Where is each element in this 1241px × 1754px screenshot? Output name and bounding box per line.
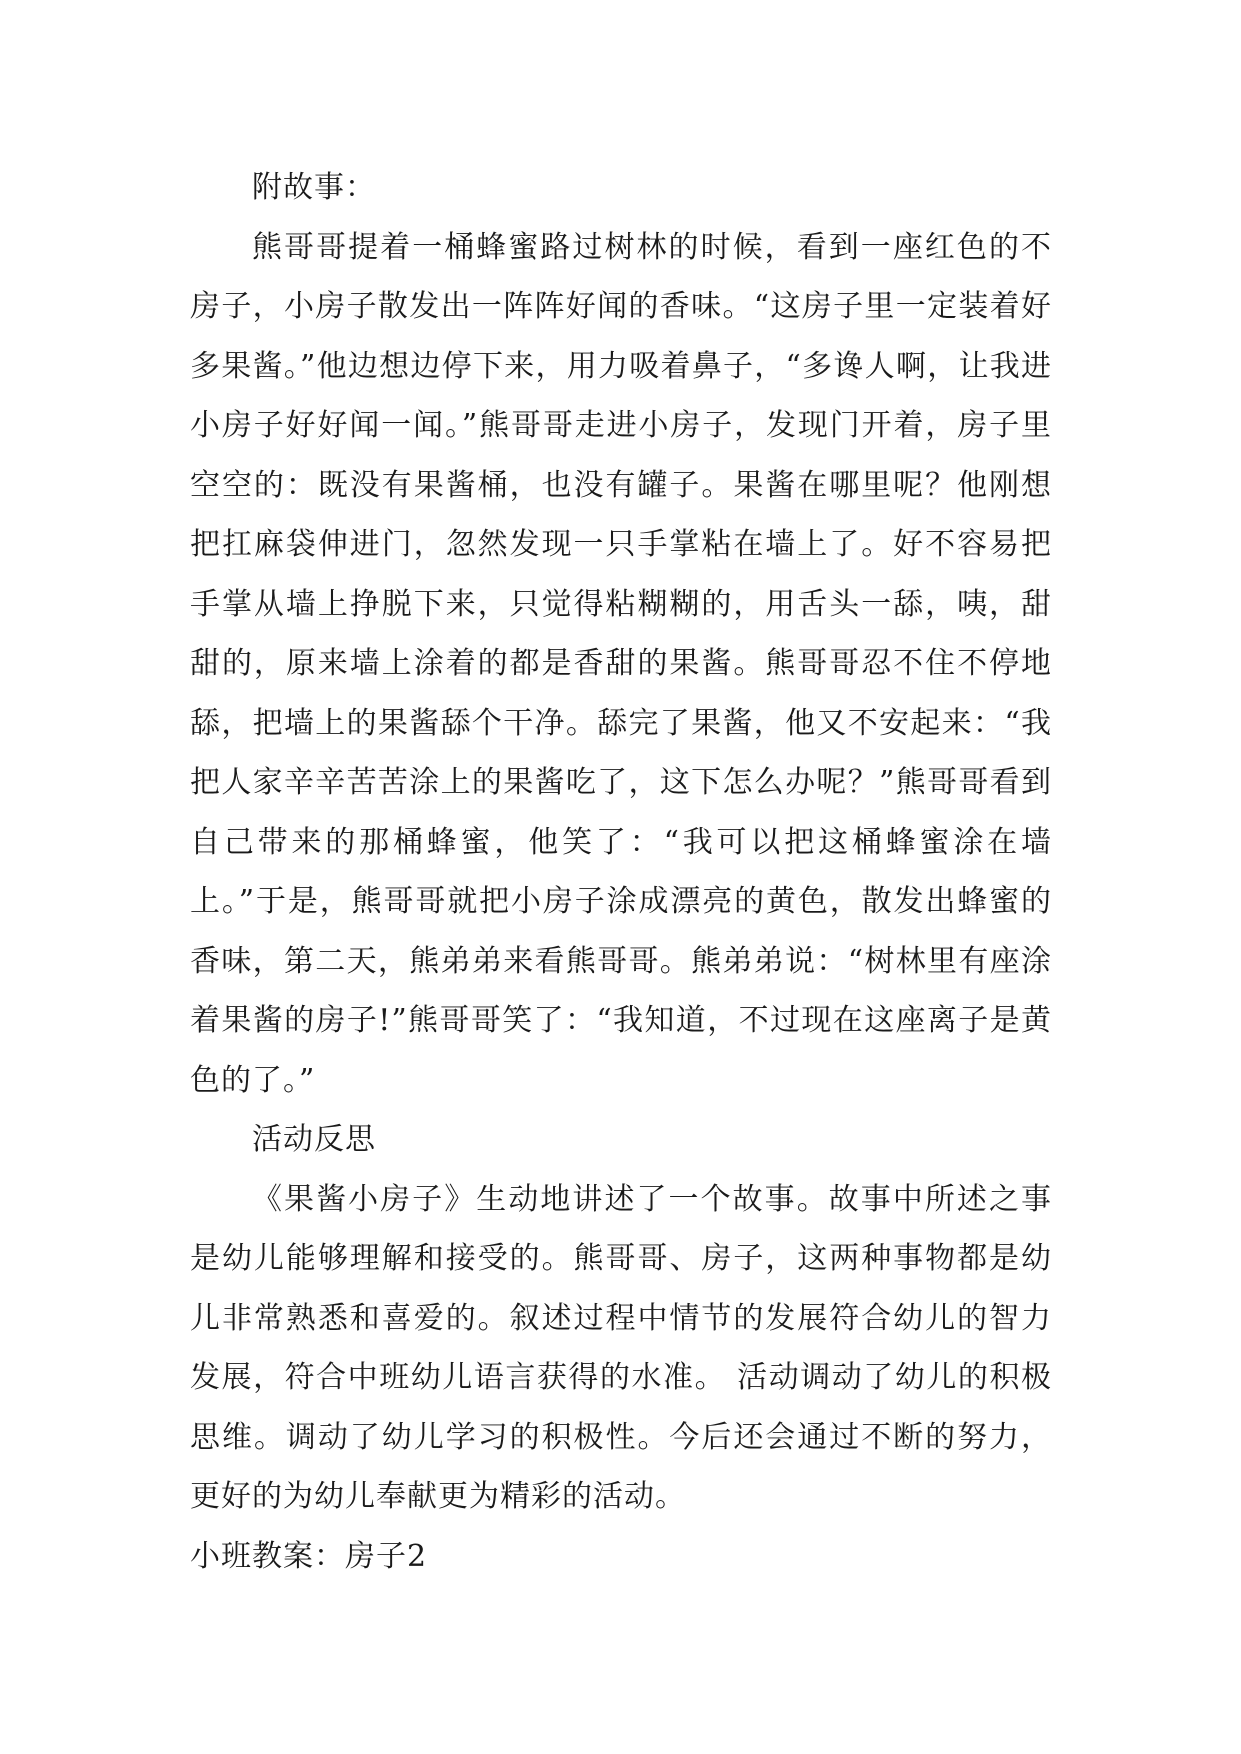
- next-section-title: 小班教案：房子2: [190, 1538, 428, 1574]
- reflection-body: 《果酱小房子》生动地讲述了一个故事。故事中所述之事是幼儿能够理解和接受的。熊哥哥、房子，这两种事物都是幼儿非常熟悉和喜爱的。叙述过程中情节的发展符合幼儿的智力发展，符合中班幼儿语言获得的水准。 活动调动了幼儿的积极思维。调动了幼儿学习的积极性。今后还会通过不断的努力，更好的为幼儿奉献更为精彩的活动。: [190, 1181, 1052, 1514]
- reflection-heading: 活动反思: [252, 1122, 376, 1157]
- story-heading: 附故事：: [252, 170, 376, 205]
- story-body: 熊哥哥提着一桶蜂蜜路过树林的时候，看到一座红色的不房子，小房子散发出一阵阵好闻的香味。“这房子里一定装着好多果酱。”他边想边停下来，用力吸着鼻子，“多谗人啊，让我进小房子好好闻一闻。”熊哥哥走进小房子，发现门开着，房子里空空的：既没有果酱桶，也没有罐子。果酱在哪里呢？他刚想把扛麻袋伸进门，忽然发现一只手掌粘在墙上了。好不容易把手掌从墙上挣脱下来，只觉得粘糊糊的，用舌头一舔，咦，甜甜的，原来墙上涂着的都是香甜的果酱。熊哥哥忍不住不停地舔，把墙上的果酱舔个干净。舔完了果酱，他又不安起来：“我把人家辛辛苦苦涂上的果酱吃了，这下怎么办呢？”熊哥哥看到自己带来的那桶蜂蜜，他笑了：“我可以把这桶蜂蜜涂在墙上。”于是，熊哥哥就把小房子涂成漂亮的黄色，散发出蜂蜜的香味，第二天，熊弟弟来看熊哥哥。熊弟弟说：“树林里有座涂着果酱的房子!”熊哥哥笑了：“我知道，不过现在这座离子是黄色的了。”: [190, 229, 1052, 1098]
- document-content: [190, 158, 1052, 1586]
